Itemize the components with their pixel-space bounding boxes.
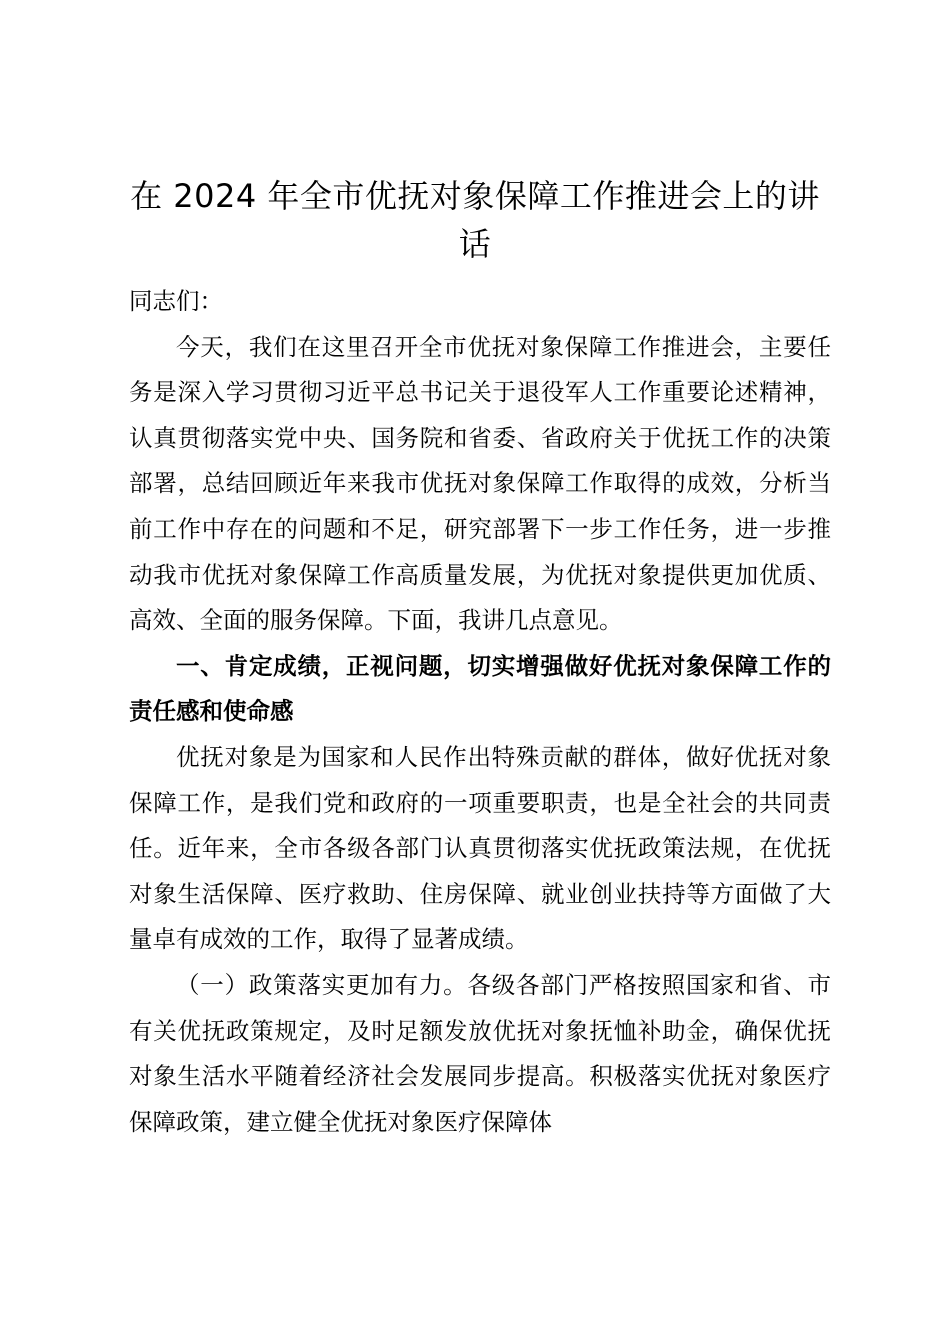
paragraph-intro: 今天，我们在这里召开全市优抚对象保障工作推进会，主要任务是深入学习贯彻习近平总书记关于退役军人工作重要论述精神，认真贯彻落实党中央、国务院和省委、省政府关于优抚工作的决策部署，总结回顾近年来我市优抚对象保障工作取得的成效，分析当前工作中存在的问题和不足，研究部署下一步工作任务，进一步推动我市优抚对象保障工作高质量发展，为优抚对象提供更加优质、高效、全面的服务保障。下面，我讲几点意见。: [129, 332, 831, 635]
paragraph-section-1: 优抚对象是为国家和人民作出特殊贡献的群体，做好优抚对象保障工作，是我们党和政府的一项重要职责，也是全社会的共同责任。近年来，全市各级各部门认真贯彻落实优抚政策法规，在优抚对象生活保障、医疗救助、住房保障、就业创业扶持等方面做了大量卓有成效的工作，取得了显著成绩。: [129, 742, 831, 954]
document-title: 在 2024 年全市优抚对象保障工作推进会上的讲话: [130, 177, 820, 263]
paragraph-subsection-1: （一）政策落实更加有力。各级各部门严格按照国家和省、市有关优抚政策规定，及时足额发放优抚对象抚恤补助金，确保优抚对象生活水平随着经济社会发展同步提高。积极落实优抚对象医疗保障政策，建立健全优抚对象医疗保障体: [129, 970, 831, 1136]
document-body: [129, 279, 831, 1145]
salutation: 同志们：: [129, 287, 223, 315]
section-heading-1: 一、肯定成绩，正视问题，切实增强做好优抚对象保障工作的责任感和使命感: [129, 651, 831, 726]
